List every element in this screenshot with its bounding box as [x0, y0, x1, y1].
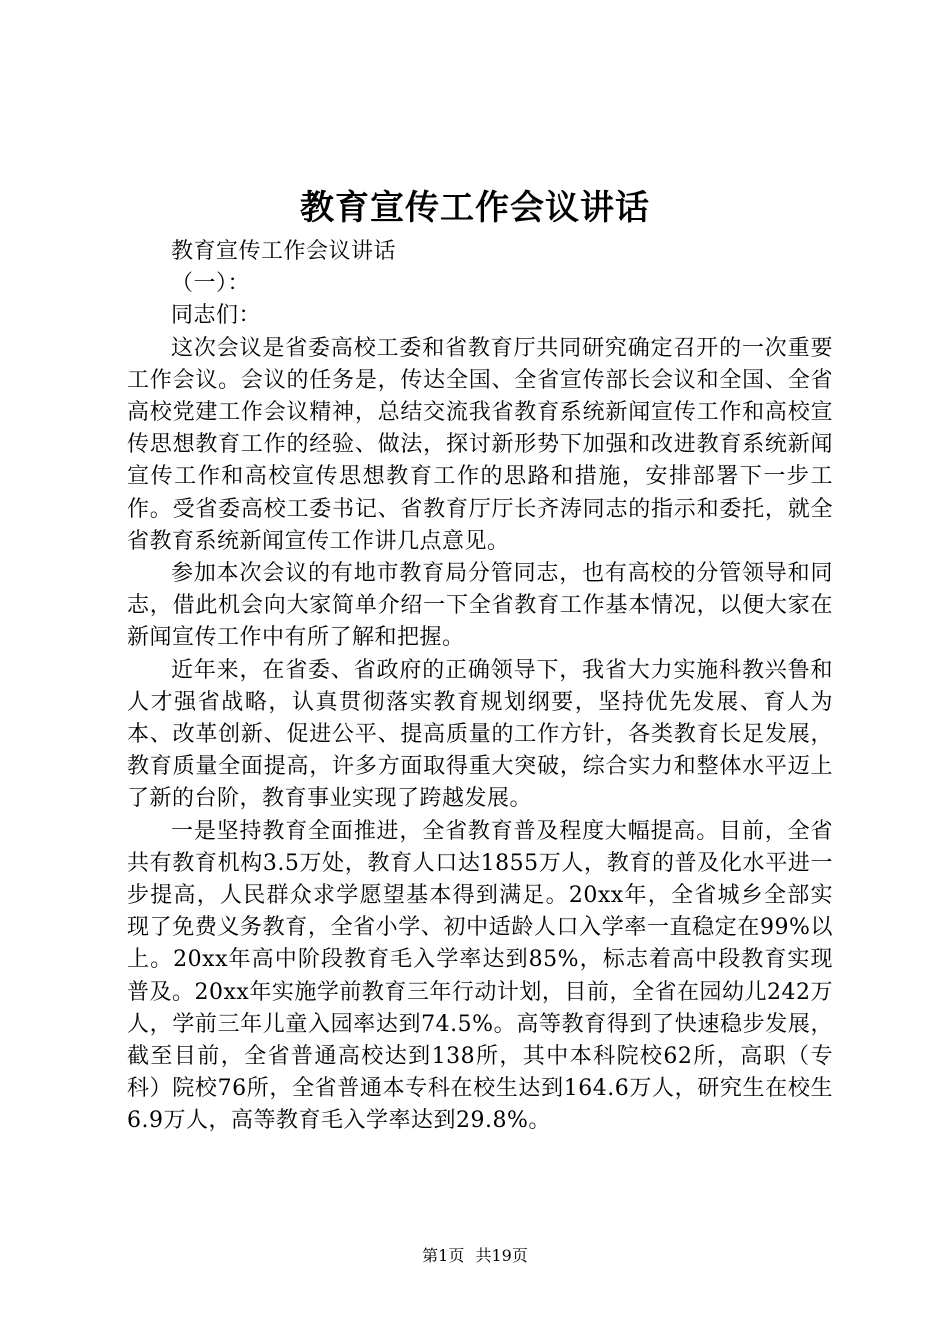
page-number-total: 共19页 — [475, 1246, 528, 1265]
body-paragraph: 这次会议是省委高校工委和省教育厅共同研究确定召开的一次重要工作会议。会议的任务是，传达全国、全省宣传部长会议和全国、全省高校党建工作会议精神，总结交流我省教育系统新闻宣传工作和高校宣传思想教育工作的经验、做法，探讨新形势下加强和改进教育系统新闻宣传工作和高校宣传思想教育工作的思路和措施，安排部署下一步工作。受省委高校工委书记、省教育厅厅长齐涛同志的指示和委托，就全省教育系统新闻宣传工作讲几点意见。 — [127, 335, 833, 554]
body-paragraph: 近年来，在省委、省政府的正确领导下，我省大力实施科教兴鲁和人才强省战略，认真贯彻落实教育规划纲要，坚持优先发展、育人为本、改革创新、促进公平、提高质量的工作方针，各类教育长足发展，教育质量全面提高，许多方面取得重大突破，综合实力和整体水平迈上了新的台阶，教育事业实现了跨越发展。 — [127, 657, 833, 812]
page-footer — [0, 1244, 950, 1268]
body-paragraph: 参加本次会议的有地市教育局分管同志，也有高校的分管领导和同志，借此机会向大家简单介绍一下全省教育工作基本情况，以便大家在新闻宣传工作中有所了解和把握。 — [127, 561, 833, 651]
section-marker-paragraph: （一）： — [171, 271, 251, 297]
document-title: 教育宣传工作会议讲话 — [300, 188, 650, 228]
page-number-current: 第1页 — [422, 1246, 465, 1265]
subtitle-paragraph: 教育宣传工作会议讲话 — [171, 239, 397, 264]
salutation-paragraph: 同志们： — [171, 303, 262, 329]
body-paragraph: 一是坚持教育全面推进，全省教育普及程度大幅提高。目前，全省共有教育机构3.5万处，教育人口达1855万人，教育的普及化水平进一步提高，人民群众求学愿望基本得到满足。20xx年，全省城乡全部实现了免费义务教育，全省小学、初中适龄人口入学率一直稳定在99%以上。20xx年高中阶段教育毛入学率达到85%，标志着高中段教育实现普及。20xx年实施学前教育三年行动计划，目前，全省在园幼儿242万人，学前三年儿童入园率达到74.5%。高等教育得到了快速稳步发展，截至目前，全省普通高校达到138所，其中本科院校62所，高职（专科）院校76所，全省普通本专科在校生达到164.6万人，研究生在校生6.9万人，高等教育毛入学率达到29.8%。 — [127, 818, 833, 1134]
document-body — [127, 236, 833, 1138]
